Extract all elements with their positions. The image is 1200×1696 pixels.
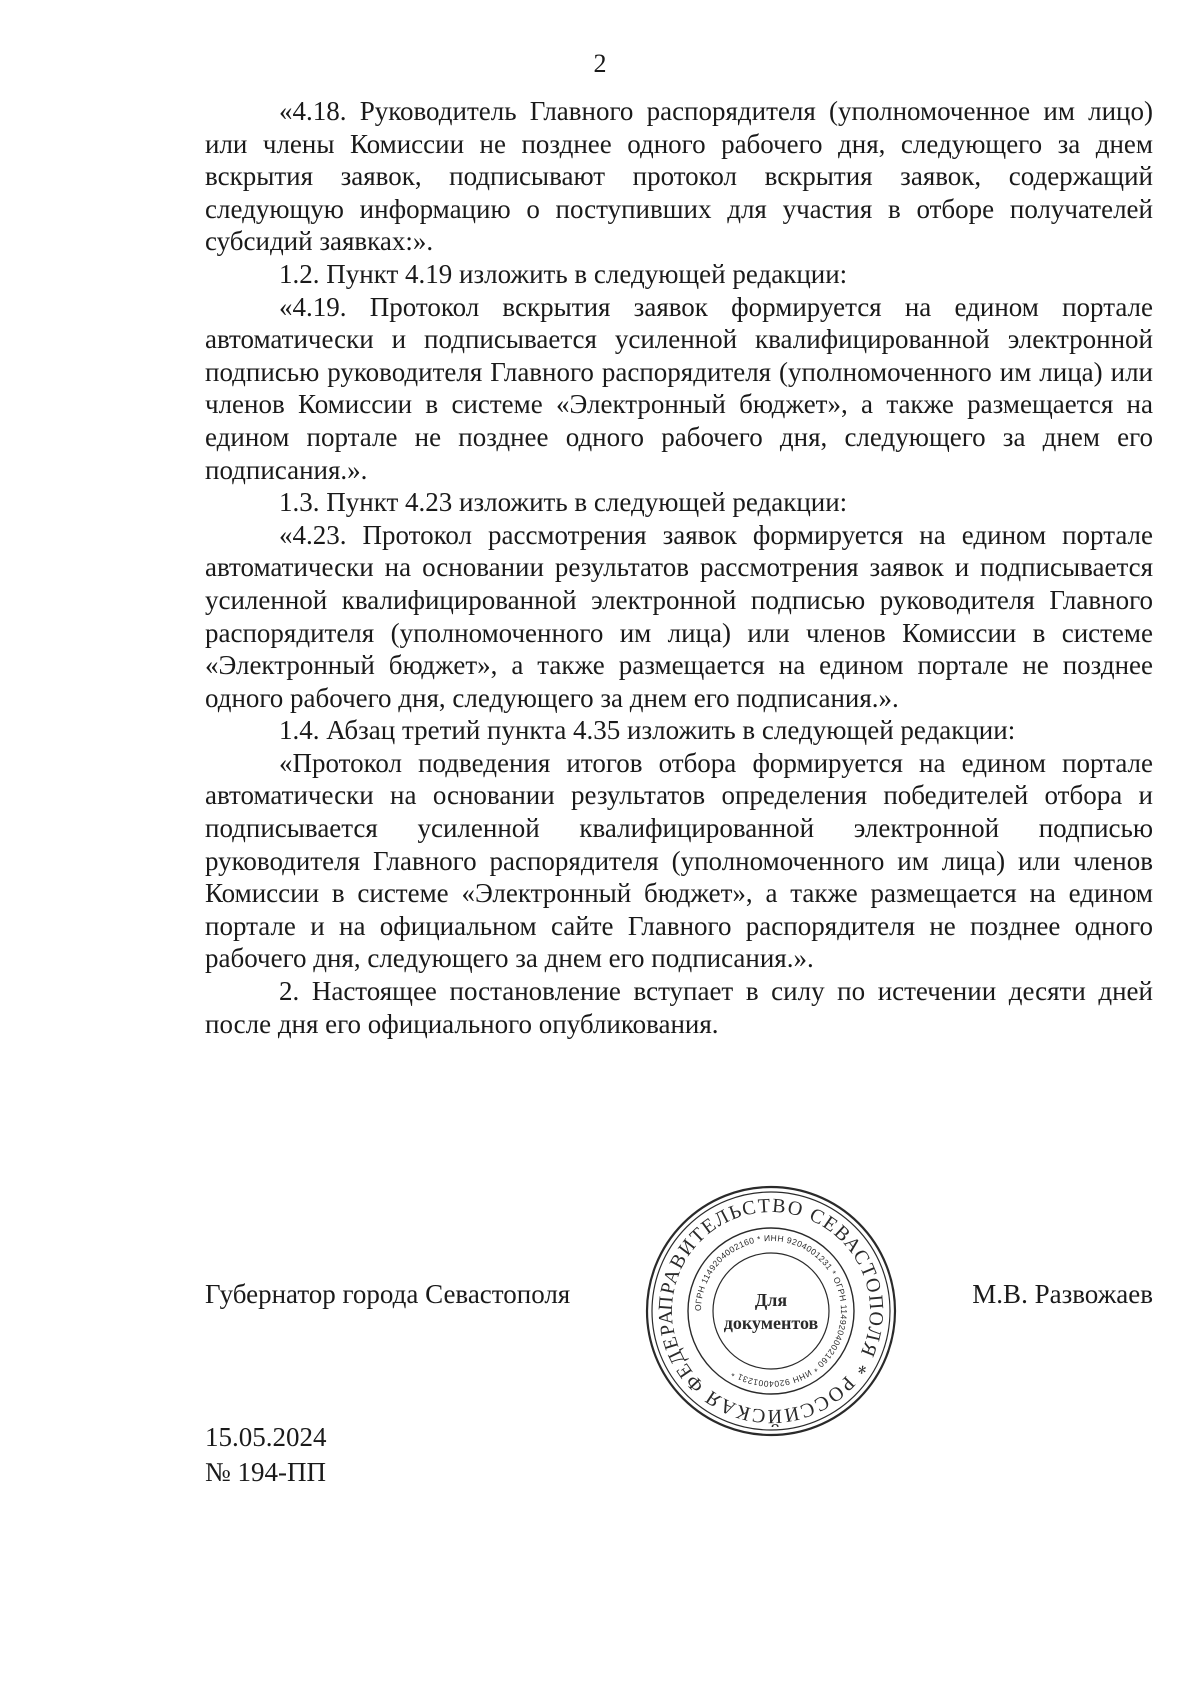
paragraph-4-18: «4.18. Руководитель Главного распорядителя (уполномоченное им лицо) или члены Комиссии не позднее одного рабочего дня, следующего за днем вскрытия заявок, подписывают протокол вскрытия заявок, содержащий следующую информацию о поступивших для участия в отборе получателей субсидий заявках:». [205,96,1153,257]
paragraph-1-2: 1.2. Пункт 4.19 изложить в следующей редакции: [279,258,848,289]
paragraph-4-19: «4.19. Протокол вскрытия заявок формируется на едином портале автоматически и подписывается усиленной квалифицированной электронной подписью руководителя Главного распорядителя (уполномоченного им лица) или членов Комиссии в системе «Электронный бюджет», а также размещается на едином портале не позднее одного рабочего дня, следующего за днем его подписания.». [205,291,1153,485]
document-meta [205,1420,327,1490]
paragraph-1-3: 1.3. Пункт 4.23 изложить в следующей редакции: [279,487,848,518]
seal-inner-text: ОГРН 1149204002160 * ИНН 9204001231 * ОГРН 1149204002160 * ИНН 9204001231 * [692,1232,850,1390]
seal-outer-text: ПРАВИТЕЛЬСТВО СЕВАСТОПОЛЯ * РОССИЙСКАЯ ФЕДЕРА [654,1194,888,1428]
paragraph-4-23: «4.23. Протокол рассмотрения заявок формируется на едином портале автоматически на основании результатов рассмотрения заявок и подписывается усиленной квалифицированной электронной подписью руководителя Главного распорядителя (уполномоченного им лица) или членов Комиссии в системе «Электронный бюджет», а также размещается на едином портале не позднее одного рабочего дня, следующего за днем его подписания.». [205,519,1153,713]
document-number: № 194-ПП [205,1457,326,1487]
svg-text:ОГРН 1149204002160 * ИНН 92040 [693,1233,849,1389]
paragraph-2: 2. Настоящее постановление вступает в силу по истечении десяти дней после дня его официального опубликования. [205,976,1153,1039]
signatory-position: Губернатор города Севастополя [205,1279,571,1309]
paragraph-4-35: «Протокол подведения итогов отбора формируется на едином портале автоматически на основании результатов определения победителей отбора и подписывается усиленной квалифицированной электронной подписью руководителя Главного распорядителя (уполномоченного им лица) или членов Комиссии в системе «Электронный бюджет», а также размещается на едином портале и на официальном сайте Главного распорядителя не позднее одного рабочего дня, следующего за днем его подписания.». [205,747,1153,974]
official-seal [642,1182,900,1440]
signatory-name: М.В. Развожаев [972,1279,1153,1309]
document-body [205,95,1153,1040]
page-number: 2 [593,49,607,78]
seal-center-line-2: документов [723,1313,819,1333]
paragraph-1-4: 1.4. Абзац третий пункта 4.35 изложить в следующей редакции: [279,715,1016,746]
seal-center-line-1: Для [754,1290,788,1310]
document-date: 15.05.2024 [205,1422,327,1452]
